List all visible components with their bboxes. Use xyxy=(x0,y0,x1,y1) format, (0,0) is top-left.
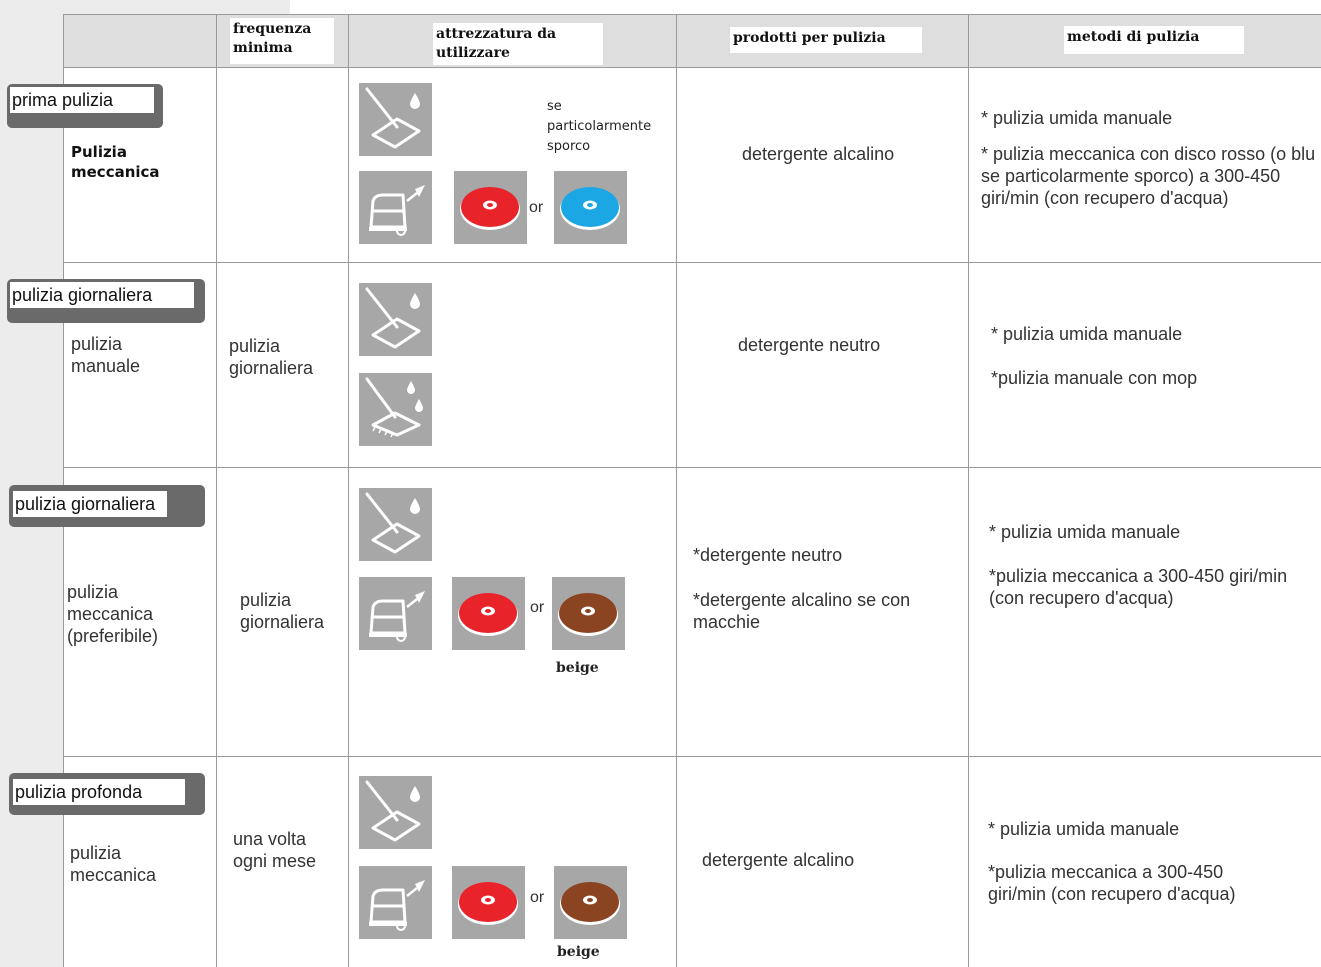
header-frequenza: frequenza minima xyxy=(230,18,334,64)
disc-icon xyxy=(552,577,625,650)
method-text: * pulizia umida manuale xyxy=(989,522,1181,542)
mop-icon xyxy=(359,283,432,356)
method-text: *pulizia meccanica a 300-450 giri/min (con recupero d'acqua) xyxy=(988,862,1236,904)
fringe-mop-icon xyxy=(359,373,432,446)
section-label-text: pulizia profonda xyxy=(13,779,185,805)
header-metodi: metodi di pulizia xyxy=(1064,26,1244,54)
note-text: se particolarmente sporco xyxy=(547,99,652,154)
product-text: detergente alcalino xyxy=(742,144,895,164)
product-text: *detergente neutro xyxy=(693,545,843,565)
method-text: * pulizia umida manuale xyxy=(981,108,1173,128)
floor-scrubber-icon xyxy=(359,866,432,939)
mop-icon xyxy=(359,83,432,156)
method-text: * pulizia umida manuale xyxy=(991,324,1183,344)
section-label-text: pulizia giornaliera xyxy=(13,491,167,517)
disc-icon xyxy=(452,577,525,650)
page-margin-left xyxy=(0,0,63,967)
section-label-pulizia-giornaliera xyxy=(9,485,205,527)
disc-icon xyxy=(454,171,527,244)
frequency-text: pulizia giornaliera xyxy=(240,590,325,632)
mop-icon xyxy=(359,488,432,561)
frequency-text: pulizia giornaliera xyxy=(229,336,314,378)
product-text: *detergente alcalino se con macchie xyxy=(693,590,911,632)
section-label-text: prima pulizia xyxy=(10,87,154,113)
product-text: detergente alcalino xyxy=(702,850,855,870)
method-text: * pulizia meccanica con disco rosso (o blu se particolarmente sporco) a 300-450 giri/min (con recupero d'acqua) xyxy=(981,144,1316,208)
cleaning-type: pulizia meccanica xyxy=(70,843,157,885)
page-margin-top xyxy=(0,0,290,14)
section-label-pulizia-profonda xyxy=(9,773,205,815)
frequency-text: una volta ogni mese xyxy=(233,829,317,871)
method-text: * pulizia umida manuale xyxy=(988,819,1180,839)
cleaning-type: pulizia manuale xyxy=(71,334,141,376)
floor-scrubber-icon xyxy=(359,577,432,650)
disc-label: beige xyxy=(556,660,599,676)
disc-icon xyxy=(452,866,525,939)
header-prodotti: prodotti per pulizia xyxy=(730,27,922,53)
or-label: or xyxy=(529,199,544,216)
section-label-text: pulizia giornaliera xyxy=(10,282,194,308)
header-attrezzatura: attrezzatura da utilizzare xyxy=(433,23,603,65)
section-label-pulizia-giornaliera xyxy=(7,279,205,323)
mop-icon xyxy=(359,776,432,849)
method-text: *pulizia meccanica a 300-450 giri/min (con recupero d'acqua) xyxy=(989,566,1288,608)
floor-scrubber-icon xyxy=(359,171,432,244)
section-label-prima-pulizia xyxy=(7,84,163,128)
cleaning-type: pulizia meccanica (preferibile) xyxy=(67,582,159,646)
or-label: or xyxy=(530,599,545,616)
cleaning-type: Pulizia meccanica xyxy=(71,143,160,181)
product-text: detergente neutro xyxy=(738,335,881,355)
disc-label: beige xyxy=(557,944,600,960)
disc-icon xyxy=(554,171,627,244)
disc-icon xyxy=(554,866,627,939)
method-text: *pulizia manuale con mop xyxy=(991,368,1198,388)
or-label: or xyxy=(530,889,545,906)
